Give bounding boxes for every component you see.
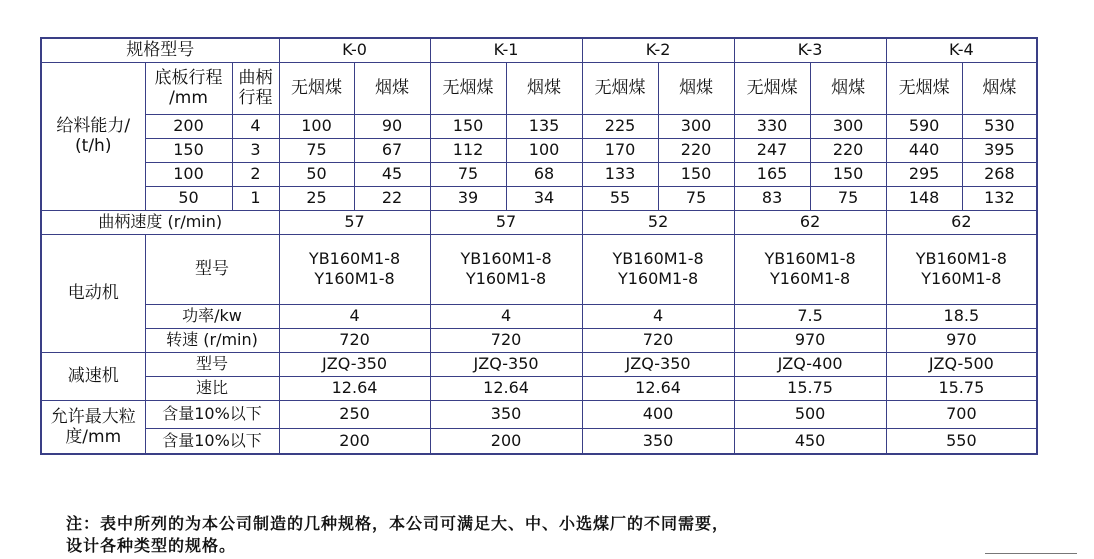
coal-type-bituminous: 烟煤	[962, 62, 1037, 114]
crank-speed-label: 曲柄速度 (r/min)	[41, 210, 279, 234]
crank-speed-value: 62	[734, 210, 886, 234]
max-size-condition: 含量10%以下	[145, 400, 279, 428]
motor-speed-value: 720	[279, 328, 430, 352]
capacity-cell: 300	[810, 114, 886, 138]
crank-stroke-value: 2	[232, 162, 279, 186]
capacity-cell: 50	[279, 162, 354, 186]
capacity-cell: 75	[658, 186, 734, 210]
coal-type-bituminous: 烟煤	[506, 62, 582, 114]
capacity-cell: 148	[886, 186, 962, 210]
crank-speed-value: 62	[886, 210, 1037, 234]
crank-stroke-value: 4	[232, 114, 279, 138]
header-row	[41, 38, 1037, 62]
capacity-cell: 150	[658, 162, 734, 186]
model-header: K-1	[430, 38, 582, 62]
crank-speed-value: 52	[582, 210, 734, 234]
max-size-value: 450	[734, 428, 886, 454]
capacity-row	[41, 186, 1037, 210]
capacity-row	[41, 162, 1037, 186]
capacity-cell: 75	[279, 138, 354, 162]
reducer-model-row	[41, 352, 1037, 376]
max-size-label: 允许最大粒 度/mm	[41, 400, 145, 454]
motor-model-value: YB160M1-8 Y160M1-8	[886, 234, 1037, 304]
capacity-cell: 135	[506, 114, 582, 138]
max-size-value: 200	[279, 428, 430, 454]
coal-type-anthracite: 无烟煤	[734, 62, 810, 114]
model-header: K-3	[734, 38, 886, 62]
capacity-cell: 165	[734, 162, 810, 186]
coal-type-anthracite: 无烟煤	[279, 62, 354, 114]
max-size-value: 400	[582, 400, 734, 428]
reducer-ratio-value: 15.75	[886, 376, 1037, 400]
capacity-label: 给料能力/ (t/h)	[41, 62, 145, 210]
motor-speed-value: 720	[582, 328, 734, 352]
capacity-cell: 67	[354, 138, 430, 162]
capacity-cell: 100	[506, 138, 582, 162]
subheader-row	[41, 62, 1037, 114]
capacity-row	[41, 114, 1037, 138]
capacity-cell: 300	[658, 114, 734, 138]
capacity-cell: 268	[962, 162, 1037, 186]
capacity-cell: 295	[886, 162, 962, 186]
reducer-model-value: JZQ-400	[734, 352, 886, 376]
capacity-cell: 150	[430, 114, 506, 138]
capacity-cell: 55	[582, 186, 658, 210]
motor-model-label: 型号	[145, 234, 279, 304]
capacity-cell: 132	[962, 186, 1037, 210]
motor-power-row	[41, 304, 1037, 328]
max-size-value: 200	[430, 428, 582, 454]
reducer-ratio-label: 速比	[145, 376, 279, 400]
capacity-cell: 220	[810, 138, 886, 162]
coal-type-bituminous: 烟煤	[810, 62, 886, 114]
max-size-value: 700	[886, 400, 1037, 428]
reducer-model-label: 型号	[145, 352, 279, 376]
capacity-cell: 39	[430, 186, 506, 210]
motor-speed-value: 970	[886, 328, 1037, 352]
capacity-cell: 90	[354, 114, 430, 138]
capacity-cell: 75	[430, 162, 506, 186]
reducer-model-value: JZQ-350	[430, 352, 582, 376]
max-size-value: 500	[734, 400, 886, 428]
reducer-ratio-value: 12.64	[279, 376, 430, 400]
capacity-cell: 170	[582, 138, 658, 162]
capacity-cell: 150	[810, 162, 886, 186]
capacity-cell: 83	[734, 186, 810, 210]
max-size-value: 550	[886, 428, 1037, 454]
motor-speed-value: 970	[734, 328, 886, 352]
capacity-cell: 75	[810, 186, 886, 210]
crank-speed-row	[41, 210, 1037, 234]
coal-type-anthracite: 无烟煤	[582, 62, 658, 114]
capacity-row	[41, 138, 1037, 162]
plate-stroke-value: 150	[145, 138, 232, 162]
footnote	[66, 513, 729, 557]
capacity-cell: 25	[279, 186, 354, 210]
model-header: K-2	[582, 38, 734, 62]
model-header: K-0	[279, 38, 430, 62]
capacity-cell: 133	[582, 162, 658, 186]
capacity-cell: 112	[430, 138, 506, 162]
divider-line	[985, 553, 1077, 554]
reducer-ratio-row	[41, 376, 1037, 400]
crank-stroke-value: 3	[232, 138, 279, 162]
capacity-cell: 220	[658, 138, 734, 162]
capacity-cell: 34	[506, 186, 582, 210]
plate-stroke-header: 底板行程 /mm	[145, 62, 232, 114]
coal-type-anthracite: 无烟煤	[430, 62, 506, 114]
capacity-cell: 247	[734, 138, 810, 162]
plate-stroke-value: 100	[145, 162, 232, 186]
reducer-model-value: JZQ-350	[582, 352, 734, 376]
crank-stroke-value: 1	[232, 186, 279, 210]
max-size-value: 350	[582, 428, 734, 454]
capacity-cell: 68	[506, 162, 582, 186]
plate-stroke-value: 50	[145, 186, 232, 210]
spec-header: 规格型号	[41, 38, 279, 62]
max-size-row	[41, 428, 1037, 454]
coal-type-bituminous: 烟煤	[354, 62, 430, 114]
capacity-cell: 45	[354, 162, 430, 186]
reducer-ratio-value: 12.64	[430, 376, 582, 400]
motor-speed-label: 转速 (r/min)	[145, 328, 279, 352]
reducer-ratio-value: 12.64	[582, 376, 734, 400]
capacity-cell: 225	[582, 114, 658, 138]
crank-speed-value: 57	[430, 210, 582, 234]
capacity-cell: 395	[962, 138, 1037, 162]
capacity-cell: 100	[279, 114, 354, 138]
coal-type-bituminous: 烟煤	[658, 62, 734, 114]
plate-stroke-value: 200	[145, 114, 232, 138]
specification-table	[40, 37, 1038, 455]
motor-label: 电动机	[41, 234, 145, 352]
reducer-model-value: JZQ-500	[886, 352, 1037, 376]
motor-power-value: 4	[582, 304, 734, 328]
max-size-value: 350	[430, 400, 582, 428]
crank-stroke-header: 曲柄 行程	[232, 62, 279, 114]
motor-model-value: YB160M1-8 Y160M1-8	[279, 234, 430, 304]
footnote-line-2: 设计各种类型的规格。	[66, 536, 237, 555]
motor-speed-row	[41, 328, 1037, 352]
max-size-row	[41, 400, 1037, 428]
max-size-condition: 含量10%以下	[145, 428, 279, 454]
max-size-value: 250	[279, 400, 430, 428]
reducer-model-value: JZQ-350	[279, 352, 430, 376]
motor-model-value: YB160M1-8 Y160M1-8	[430, 234, 582, 304]
motor-speed-value: 720	[430, 328, 582, 352]
coal-type-anthracite: 无烟煤	[886, 62, 962, 114]
footnote-line-1: 注：表中所列的为本公司制造的几种规格，本公司可满足大、中、小选煤厂的不同需要，	[66, 514, 730, 533]
motor-power-label: 功率/kw	[145, 304, 279, 328]
capacity-cell: 530	[962, 114, 1037, 138]
motor-power-value: 7.5	[734, 304, 886, 328]
capacity-cell: 22	[354, 186, 430, 210]
reducer-ratio-value: 15.75	[734, 376, 886, 400]
reducer-label: 减速机	[41, 352, 145, 400]
motor-power-value: 4	[430, 304, 582, 328]
crank-speed-value: 57	[279, 210, 430, 234]
motor-model-row	[41, 234, 1037, 304]
capacity-cell: 330	[734, 114, 810, 138]
motor-power-value: 18.5	[886, 304, 1037, 328]
motor-power-value: 4	[279, 304, 430, 328]
model-header: K-4	[886, 38, 1037, 62]
motor-model-value: YB160M1-8 Y160M1-8	[582, 234, 734, 304]
capacity-cell: 440	[886, 138, 962, 162]
motor-model-value: YB160M1-8 Y160M1-8	[734, 234, 886, 304]
capacity-cell: 590	[886, 114, 962, 138]
